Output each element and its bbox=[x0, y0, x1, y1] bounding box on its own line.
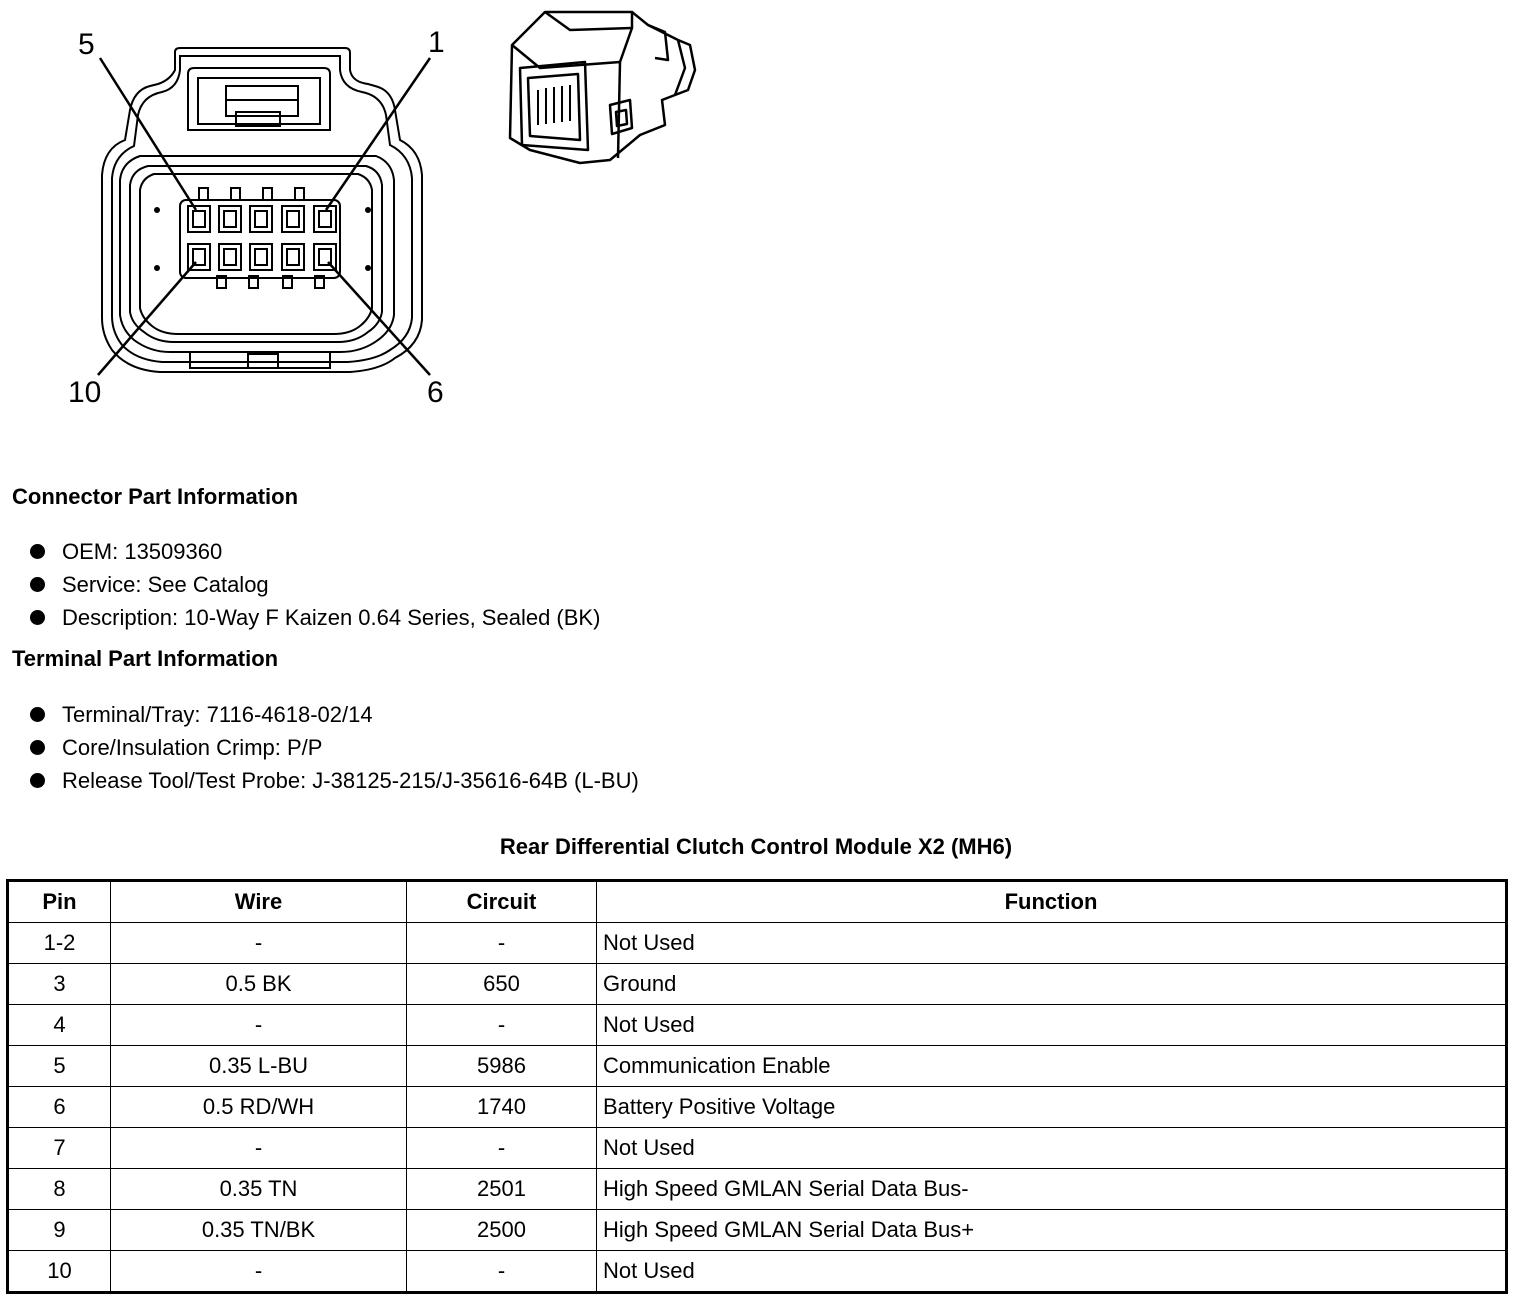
cell-circuit: 5986 bbox=[407, 1046, 597, 1087]
list-item-text: Service: See Catalog bbox=[62, 572, 269, 597]
connector-face-diagram bbox=[0, 0, 470, 420]
cell-function: High Speed GMLAN Serial Data Bus- bbox=[597, 1169, 1507, 1210]
bullet-icon bbox=[30, 773, 45, 788]
connector-isometric-illustration bbox=[500, 0, 710, 175]
table-header-row bbox=[8, 881, 1507, 923]
cell-circuit: - bbox=[407, 1251, 597, 1293]
cell-circuit: - bbox=[407, 1128, 597, 1169]
cell-function: Not Used bbox=[597, 1128, 1507, 1169]
table-row bbox=[8, 1046, 1507, 1087]
bullet-icon bbox=[30, 577, 45, 592]
bullet-icon bbox=[30, 610, 45, 625]
bullet-icon bbox=[30, 544, 45, 559]
pinout-table bbox=[6, 879, 1508, 1294]
terminal-part-heading: Terminal Part Information bbox=[12, 646, 279, 671]
table-title: Rear Differential Clutch Control Module X2 (MH6) bbox=[499, 834, 1013, 859]
list-item bbox=[30, 698, 639, 731]
cell-function: Not Used bbox=[597, 923, 1507, 964]
cell-circuit: 1740 bbox=[407, 1087, 597, 1128]
cell-pin: 3 bbox=[8, 964, 111, 1005]
cell-circuit: 2501 bbox=[407, 1169, 597, 1210]
table-row bbox=[8, 1251, 1507, 1293]
cell-pin: 5 bbox=[8, 1046, 111, 1087]
list-item bbox=[30, 601, 600, 634]
list-item-text: Terminal/Tray: 7116-4618-02/14 bbox=[62, 702, 373, 727]
cell-function: Not Used bbox=[597, 1251, 1507, 1293]
list-item bbox=[30, 764, 639, 797]
list-item-text: Release Tool/Test Probe: J-38125-215/J-35616-64B (L-BU) bbox=[62, 768, 639, 793]
list-item-text: Description: 10-Way F Kaizen 0.64 Series, Sealed (BK) bbox=[62, 605, 601, 630]
table-row bbox=[8, 1169, 1507, 1210]
cell-pin: 7 bbox=[8, 1128, 111, 1169]
header-wire: Wire bbox=[111, 881, 407, 923]
cell-pin: 6 bbox=[8, 1087, 111, 1128]
cell-wire: 0.35 TN/BK bbox=[111, 1210, 407, 1251]
cell-pin: 9 bbox=[8, 1210, 111, 1251]
cell-pin: 1-2 bbox=[8, 923, 111, 964]
list-item bbox=[30, 568, 600, 601]
cell-pin: 10 bbox=[8, 1251, 111, 1293]
list-item bbox=[30, 731, 639, 764]
cell-wire: - bbox=[111, 1005, 407, 1046]
cell-wire: - bbox=[111, 923, 407, 964]
cell-circuit: - bbox=[407, 923, 597, 964]
table-row bbox=[8, 1087, 1507, 1128]
table-row bbox=[8, 923, 1507, 964]
cell-pin: 8 bbox=[8, 1169, 111, 1210]
list-item-text: Core/Insulation Crimp: P/P bbox=[62, 735, 323, 760]
pin-label-10: 10 bbox=[68, 376, 102, 409]
table-row bbox=[8, 1210, 1507, 1251]
table-row bbox=[8, 1005, 1507, 1046]
bullet-icon bbox=[30, 707, 45, 722]
cell-wire: - bbox=[111, 1251, 407, 1293]
table-row bbox=[8, 1128, 1507, 1169]
cell-circuit: 2500 bbox=[407, 1210, 597, 1251]
cell-wire: 0.5 RD/WH bbox=[111, 1087, 407, 1128]
terminal-part-list bbox=[30, 698, 639, 797]
cell-function: Communication Enable bbox=[597, 1046, 1507, 1087]
connector-part-list bbox=[30, 535, 600, 634]
list-item-text: OEM: 13509360 bbox=[62, 539, 223, 564]
header-circuit: Circuit bbox=[407, 881, 597, 923]
bullet-icon bbox=[30, 740, 45, 755]
pin-label-1: 1 bbox=[428, 26, 445, 59]
cell-wire: - bbox=[111, 1128, 407, 1169]
pin-label-6: 6 bbox=[427, 376, 444, 409]
table-row bbox=[8, 964, 1507, 1005]
cell-function: Battery Positive Voltage bbox=[597, 1087, 1507, 1128]
cell-function: High Speed GMLAN Serial Data Bus+ bbox=[597, 1210, 1507, 1251]
cell-wire: 0.5 BK bbox=[111, 964, 407, 1005]
cell-wire: 0.35 L-BU bbox=[111, 1046, 407, 1087]
cell-circuit: - bbox=[407, 1005, 597, 1046]
header-function: Function bbox=[597, 881, 1507, 923]
header-pin: Pin bbox=[8, 881, 111, 923]
cell-wire: 0.35 TN bbox=[111, 1169, 407, 1210]
cell-function: Ground bbox=[597, 964, 1507, 1005]
cell-circuit: 650 bbox=[407, 964, 597, 1005]
list-item bbox=[30, 535, 600, 568]
cell-function: Not Used bbox=[597, 1005, 1507, 1046]
cell-pin: 4 bbox=[8, 1005, 111, 1046]
pin-label-5: 5 bbox=[78, 28, 95, 61]
connector-part-heading: Connector Part Information bbox=[12, 484, 299, 509]
